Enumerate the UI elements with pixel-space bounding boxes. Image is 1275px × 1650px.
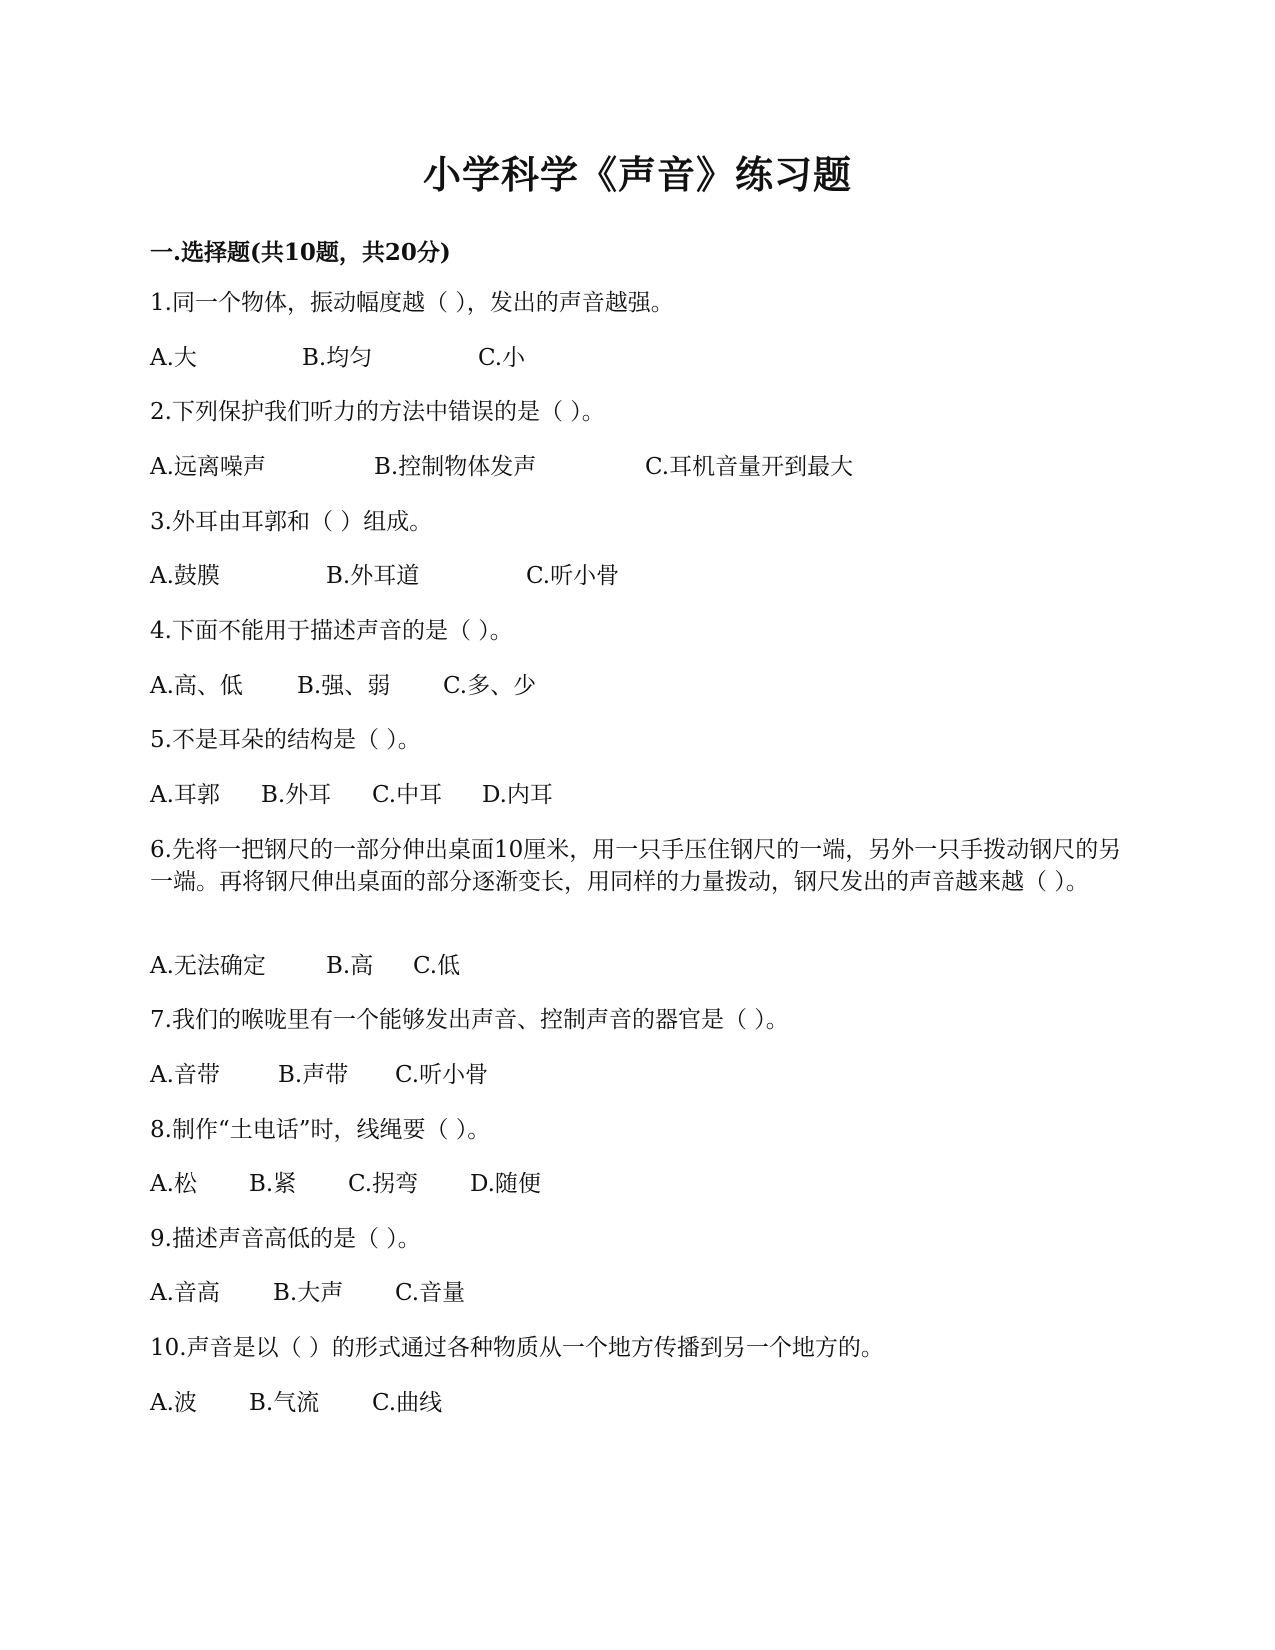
option-c: C.听小骨 bbox=[395, 1062, 489, 1088]
option-b: B.强、弱 bbox=[297, 673, 391, 699]
section-heading: 一.选择题(共10题，共20分) bbox=[150, 239, 451, 266]
option-a: A.远离噪声 bbox=[150, 454, 266, 480]
option-b: B.均匀 bbox=[302, 345, 373, 371]
question-6: 6.先将一把钢尺的一部分伸出桌面10厘米，用一只手压住钢尺的一端，另外一只手拨动钢尺的另一端。再将钢尺伸出桌面的部分逐渐变长，用同样的力量拨动，钢尺发出的声音越来越（ ）。 bbox=[150, 837, 1122, 895]
option-b: B.外耳道 bbox=[326, 563, 420, 589]
option-a: A.大 bbox=[150, 345, 197, 371]
question-1: 1.同一个物体，振动幅度越（ ），发出的声音越强。 bbox=[150, 290, 674, 316]
option-c: C.听小骨 bbox=[526, 563, 620, 589]
option-a: A.鼓膜 bbox=[150, 563, 220, 589]
option-a: A.音高 bbox=[150, 1280, 220, 1306]
option-d: D.内耳 bbox=[482, 782, 553, 808]
question-4: 4.下面不能用于描述声音的是（ ）。 bbox=[150, 618, 513, 644]
option-b: B.声带 bbox=[278, 1062, 349, 1088]
option-c: C.多、少 bbox=[443, 673, 537, 699]
option-c: C.音量 bbox=[395, 1280, 466, 1306]
option-a: A.波 bbox=[150, 1390, 197, 1416]
question-3: 3.外耳由耳郭和（ ）组成。 bbox=[150, 509, 433, 535]
question-8: 8.制作“土电话”时，线绳要（ ）。 bbox=[150, 1117, 491, 1143]
option-b: B.高 bbox=[326, 953, 374, 979]
option-b: B.气流 bbox=[249, 1390, 320, 1416]
option-c: C.低 bbox=[413, 953, 461, 979]
option-c: C.曲线 bbox=[372, 1390, 443, 1416]
option-a: A.松 bbox=[150, 1171, 197, 1197]
option-b: B.外耳 bbox=[261, 782, 332, 808]
page-title: 小学科学《声音》练习题 bbox=[422, 152, 852, 197]
question-9: 9.描述声音高低的是（ ）。 bbox=[150, 1226, 421, 1252]
option-a: A.高、低 bbox=[150, 673, 243, 699]
question-10: 10.声音是以（ ）的形式通过各种物质从一个地方传播到另一个地方的。 bbox=[150, 1335, 884, 1361]
option-b: B.紧 bbox=[249, 1171, 297, 1197]
option-c: C.小 bbox=[478, 345, 526, 371]
option-a: A.音带 bbox=[150, 1062, 220, 1088]
question-5: 5.不是耳朵的结构是（ ）。 bbox=[150, 727, 421, 753]
option-b: B.大声 bbox=[273, 1280, 344, 1306]
option-c: C.中耳 bbox=[372, 782, 443, 808]
option-a: A.无法确定 bbox=[150, 953, 266, 979]
option-b: B.控制物体发声 bbox=[374, 454, 537, 480]
question-2: 2.下列保护我们听力的方法中错误的是（ ）。 bbox=[150, 399, 605, 425]
option-d: D.随便 bbox=[470, 1171, 541, 1197]
option-c: C.拐弯 bbox=[348, 1171, 419, 1197]
option-a: A.耳郭 bbox=[150, 782, 220, 808]
option-c: C.耳机音量开到最大 bbox=[645, 454, 854, 480]
question-7: 7.我们的喉咙里有一个能够发出声音、控制声音的器官是（ ）。 bbox=[150, 1007, 789, 1033]
